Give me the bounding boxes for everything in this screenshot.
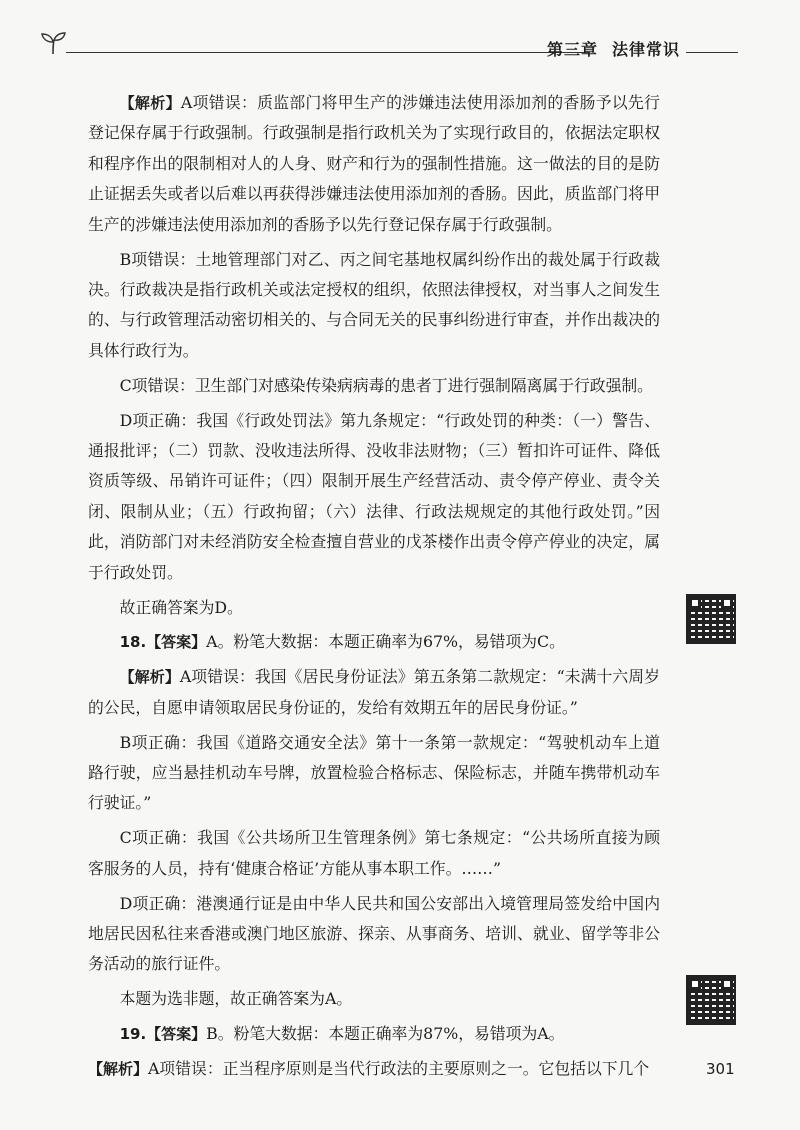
chapter-title (547, 37, 680, 60)
chapter-topic: 法律常识 (611, 40, 680, 59)
paragraph-text: D项正确：港澳通行证是由中华人民共和国公安部出入境管理局签发给中国内地居民因私往来香港或澳门地区旅游、探亲、从事商务、培训、就业、留学等非公务活动的旅行证件。 (88, 893, 660, 974)
paragraph-text: B项错误：土地管理部门对乙、丙之间宅基地权属纠纷作出的裁处属于行政裁决。行政裁决是指行政机关或法定授权的组织，依照法律授权，对当事人之间发生的、与行政管理活动密切相关的、与合同无关的民事纠纷进行审查，并作出裁决的具体行政行为。 (88, 249, 660, 360)
paragraph-text: B项正确：我国《道路交通安全法》第十一条第一款规定：“驾驶机动车上道路行驶，应当悬挂机动车号牌，放置检验合格标志、保险标志，并随车携带机动车行驶证。” (88, 732, 660, 813)
section-tag: 18.【答案】 (119, 633, 207, 652)
section-tag: 19.【答案】 (119, 1025, 207, 1044)
analysis-19-a (88, 1054, 660, 1084)
paragraph-text: C项正确：我国《公共场所卫生管理条例》第七条规定：“公共场所直接为顾客服务的人员，持有‘健康合格证’方能从事本职工作。……” (88, 828, 660, 878)
header-rule-left (66, 52, 588, 53)
section-tag: 【解析】 (119, 94, 181, 112)
running-header (38, 30, 738, 62)
analysis-17-c (88, 371, 660, 401)
page-number: 301 (706, 1060, 735, 1078)
paragraph-text: A项错误：质监部门将甲生产的涉嫌违法使用添加剂的香肠予以先行登记保存属于行政强制。行政强制是指行政机关为了实现行政目的，依据法定职权和程序作出的限制相对人的人身、财产和行为的强制性措施。这一做法的目的是防止证据丢失或者以后难以再获得涉嫌违法使用添加剂的香肠。因此，质监部门将甲生产的涉嫌违法使用添加剂的香肠予以先行登记保存属于行政强制。 (88, 93, 660, 234)
paragraph-text: B。粉笔大数据：本题正确率为87%，易错项为A。 (206, 1024, 565, 1044)
header-rule-right (686, 52, 738, 53)
qr-code-icon[interactable] (686, 594, 736, 644)
paragraph-text: D项正确：我国《行政处罚法》第九条规定：“行政处罚的种类：（一）警告、通报批评；（二）罚款、没收违法所得、没收非法财物；（三）暂扣许可证件、降低资质等级、吊销许可证件；（四）限制开展生产经营活动、责令停产停业、责令关闭、限制从业；（五）行政拘留；（六）法律、行政法规规定的其他行政处罚。”因此，消防部门对未经消防安全检查擅自营业的戊茶楼作出责令停产停业的决定，属于行政处罚。 (88, 410, 660, 582)
paragraph-text: A。粉笔大数据：本题正确率为67%，易错项为C。 (206, 632, 565, 652)
answer-19 (88, 1019, 660, 1049)
paragraph-text: 故正确答案为D。 (119, 597, 243, 617)
analysis-18-c (88, 823, 660, 884)
answer-17-conclusion (88, 593, 660, 623)
analysis-17-b (88, 245, 660, 367)
paragraph-text: 本题为选非题，故正确答案为A。 (119, 989, 353, 1009)
paragraph-text: A项错误：我国《居民身份证法》第五条第二款规定：“未满十六周岁的公民，自愿申请领取居民身份证的，发给有效期五年的居民身份证。” (88, 667, 660, 717)
sprout-icon (38, 30, 68, 56)
analysis-18-b (88, 728, 660, 819)
chapter-label: 第三章 (546, 40, 598, 59)
answer-18 (88, 627, 660, 657)
paragraph-text: A项错误：正当程序原则是当代行政法的主要原则之一。它包括以下几个 (148, 1059, 650, 1079)
qr-code-icon[interactable] (686, 975, 736, 1025)
page-body (88, 88, 660, 1089)
analysis-18-d (88, 889, 660, 980)
paragraph-text: C项错误：卫生部门对感染传染病病毒的患者丁进行强制隔离属于行政强制。 (119, 375, 653, 395)
analysis-17-d (88, 406, 660, 588)
analysis-18-a (88, 662, 660, 723)
answer-18-conclusion (88, 984, 660, 1014)
section-tag: 【解析】 (119, 668, 180, 687)
section-tag: 【解析】 (88, 1060, 149, 1079)
analysis-17-a (88, 88, 660, 240)
